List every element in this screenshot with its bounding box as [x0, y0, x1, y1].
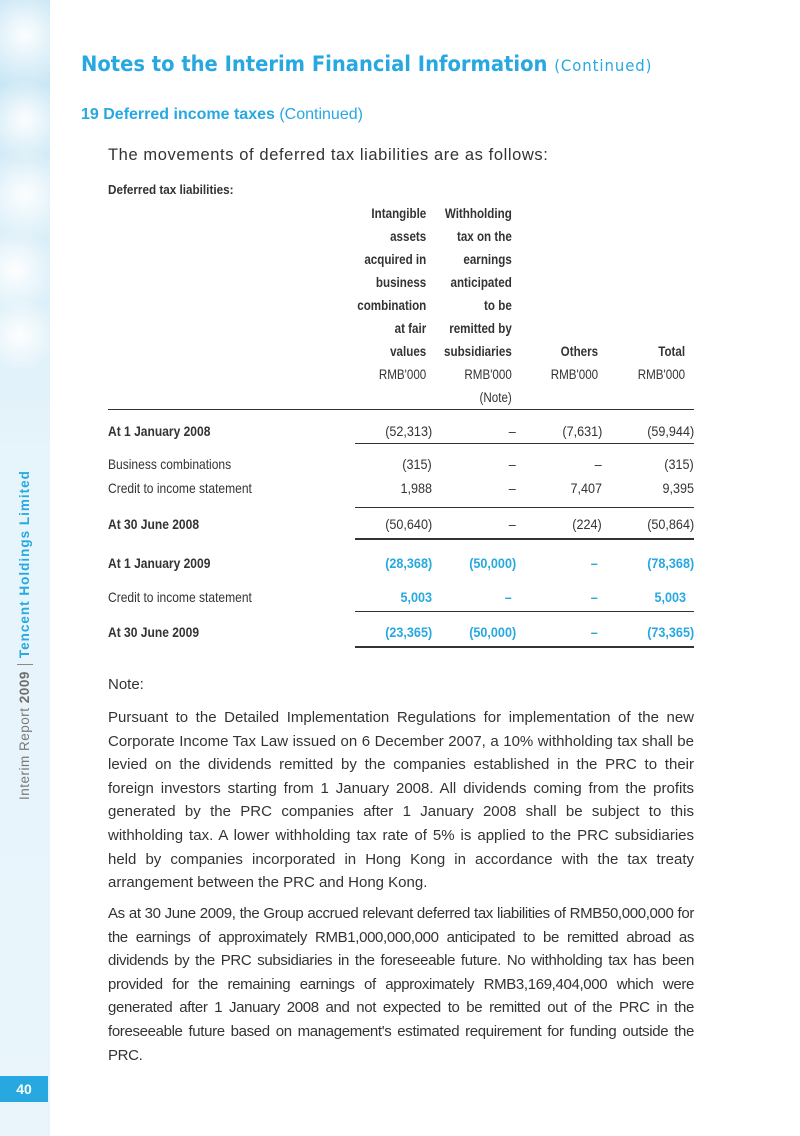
cell: – — [590, 589, 598, 605]
cell: 5,003 — [400, 589, 432, 605]
col1-line: combination — [356, 298, 426, 313]
row-label: At 1 January 2009 — [108, 555, 211, 571]
table-row — [108, 453, 694, 475]
col1-line: Intangible — [371, 206, 426, 221]
col1-line: assets — [389, 229, 426, 244]
row-label: At 30 June 2008 — [108, 516, 200, 532]
column-header-others — [551, 340, 598, 386]
section-number: 19 — [81, 106, 99, 123]
cell: – — [590, 555, 598, 571]
col2-line: tax on the — [457, 229, 512, 244]
page-number: 40 — [0, 1076, 48, 1102]
col2-line: anticipated — [450, 275, 512, 290]
table-rule — [355, 646, 694, 648]
sidebar-year: 2009 — [17, 671, 32, 704]
col2-line: subsidiaries — [444, 344, 512, 359]
cell: (50,640) — [385, 516, 432, 532]
col1-line: acquired in — [364, 252, 426, 267]
cell: 1,988 — [400, 480, 432, 496]
section-title: Deferred income taxes — [103, 106, 275, 123]
cell: – — [508, 423, 516, 439]
table-caption: Deferred tax liabilities: — [108, 182, 234, 197]
cell: – — [594, 456, 602, 472]
page-title-text: Notes to the Interim Financial Information — [81, 52, 548, 76]
cell: (78,368) — [647, 555, 694, 571]
cell: (315) — [402, 456, 432, 472]
table-row — [108, 420, 694, 442]
table-row — [108, 586, 694, 608]
cell: – — [504, 589, 512, 605]
table-rule — [355, 443, 694, 444]
table-rule — [355, 538, 694, 540]
sidebar-divider — [17, 664, 33, 665]
col4-unit: RMB'000 — [637, 367, 685, 382]
cell: – — [590, 624, 598, 640]
cell: (315) — [664, 456, 694, 472]
cell: (7,631) — [562, 423, 602, 439]
col3-unit: RMB'000 — [550, 367, 598, 382]
col1-unit: RMB'000 — [378, 367, 426, 382]
page-title — [81, 52, 652, 76]
col2-line: Withholding — [445, 206, 512, 221]
cell: 7,407 — [570, 480, 602, 496]
row-label: Credit to income statement — [108, 480, 252, 496]
table-rule-top — [108, 409, 694, 410]
col3-line: Others — [560, 344, 598, 359]
table-rule — [355, 611, 694, 612]
cell: (52,313) — [385, 423, 432, 439]
cell: (73,365) — [647, 624, 694, 640]
page-title-continued: (Continued) — [554, 56, 653, 75]
cell: (28,368) — [385, 555, 432, 571]
col2-line: earnings — [463, 252, 512, 267]
cell: (23,365) — [385, 624, 432, 640]
col4-line: Total — [658, 344, 685, 359]
table-rule — [355, 507, 694, 508]
note-paragraph: Pursuant to the Detailed Implementation Regulations for implementation of the new Corporate Income Tax Law issued on 6 December 2007, a 10% withholding tax shall be levied on the dividends remitted by the companies established in the PRC to their foreign investors starting from 1 January 2008. All dividends coming from the profits generated by the PRC companies after 1 January 2008 shall be subject to this withholding tax. A lower withholding tax rate of 5% is applied to the PRC subsidiaries held by companies incorporated in Hong Kong in accordance with the tax treaty arrangement between the PRC and Hong Kong. — [108, 709, 694, 892]
column-header-total — [638, 340, 685, 386]
sidebar-report: Interim Report — [17, 707, 32, 800]
table-row — [108, 552, 694, 574]
cell: – — [508, 516, 516, 532]
col2-unit: RMB'000 — [464, 367, 512, 382]
row-label: Credit to income statement — [108, 589, 252, 605]
cell: (224) — [572, 516, 602, 532]
sidebar-vertical-text — [12, 420, 38, 800]
row-label: At 30 June 2009 — [108, 624, 200, 640]
col2-line: to be — [484, 298, 512, 313]
col2-note: (Note) — [479, 390, 512, 405]
col1-line: at fair — [394, 321, 426, 336]
row-label: At 1 January 2008 — [108, 423, 211, 439]
cell: – — [508, 456, 516, 472]
sidebar-strip — [0, 0, 50, 1136]
note-paragraph: As at 30 June 2009, the Group accrued relevant deferred tax liabilities of RMB50,000,000 for the earnings of approximately RMB1,000,000,000 anticipated to be remitted abroad as dividends by the PRC subsidiaries in the foreseeable future. No withholding tax has been provided for the remaining earnings of approximately RMB3,169,404,000 which were generated after 1 January 2008 and not expected to be remitted out of the PRC in the foreseeable future based on management's estimated requirement for funding outside the PRC. — [108, 905, 694, 1064]
cell: (50,000) — [469, 555, 516, 571]
sidebar-company: Tencent Holdings Limited — [17, 470, 32, 659]
table-row — [108, 621, 694, 643]
table-row — [108, 477, 694, 499]
row-label: Business combinations — [108, 456, 232, 472]
cell: 9,395 — [662, 480, 694, 496]
cell: (59,944) — [647, 423, 694, 439]
section-heading — [81, 106, 363, 124]
section-continued: (Continued) — [279, 106, 363, 123]
col1-line: values — [389, 344, 426, 359]
col2-line: remitted by — [449, 321, 512, 336]
note-heading: Note: — [108, 676, 144, 693]
cell: (50,864) — [647, 516, 694, 532]
col1-line: business — [375, 275, 426, 290]
column-header-withholding — [444, 202, 512, 409]
table-row — [108, 513, 694, 535]
column-header-intangible — [357, 202, 426, 386]
intro-text: The movements of deferred tax liabilities are as follows: — [108, 146, 549, 164]
cell: (50,000) — [469, 624, 516, 640]
cell: – — [508, 480, 516, 496]
cell: 5,003 — [654, 589, 686, 605]
